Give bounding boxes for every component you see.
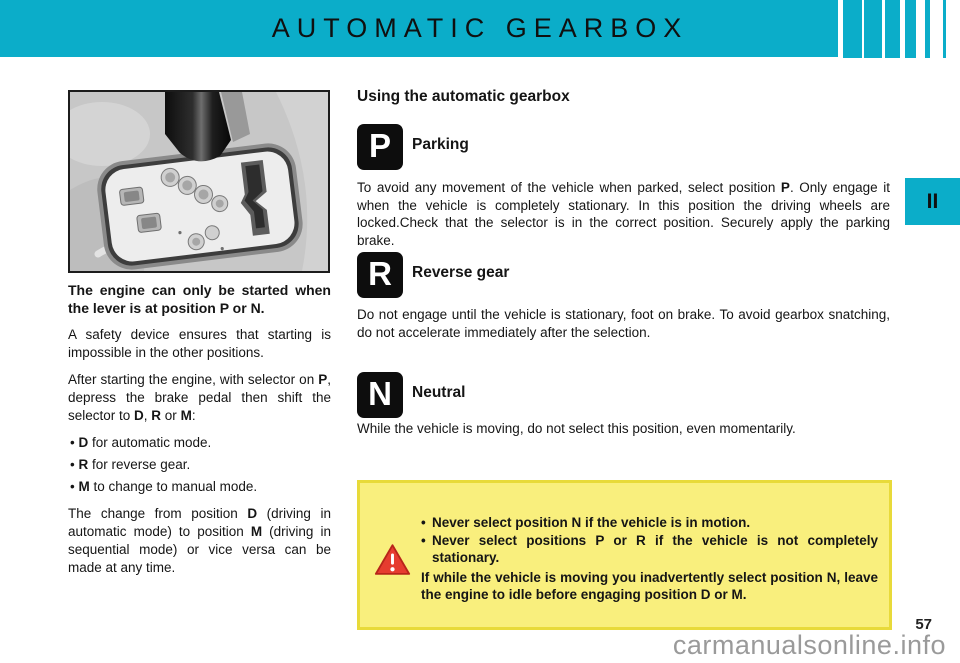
after-starting-para: After starting the engine, with selector on P, depress the brake pedal then shift the selector to D, R or M: [68,372,331,423]
engine-start-note: The engine can only be started when the lever is at position P or N. [68,282,331,316]
gear-selector-photo [68,90,330,273]
parking-gear-icon: P [357,124,403,170]
selector-modes-list [70,434,331,496]
neutral-body: While the vehicle is moving, do not select this position, even momentarily. [357,421,796,436]
warning-text [421,514,878,604]
list-item: • D for automatic mode. [70,435,212,450]
parking-label: Parking [412,136,469,153]
warning-item: • Never select position N if the vehicle is in motion. [421,515,751,530]
mode-change-para: The change from position D (driving in automatic mode) to position M (driving in sequential mode) or vice versa can be made at any time. [68,506,331,575]
reverse-body: Do not engage until the vehicle is stationary, foot on brake. To avoid gearbox snatching, do not accelerate immediately after the selection. [357,307,890,340]
section-tab: II [905,178,960,225]
reverse-gear-icon: R [357,252,403,298]
watermark: carmanualsonline.info [672,630,946,660]
list-item: • R for reverse gear. [70,457,191,472]
gear-selector-illustration [70,92,328,271]
neutral-gear-icon: N [357,372,403,418]
left-column [68,281,331,586]
neutral-label: Neutral [412,384,466,401]
warning-triangle-icon [374,543,411,577]
list-item: • M to change to manual mode. [70,479,258,494]
warning-item: • Never select positions P or R if the vehicle is not completely stationary. [421,532,878,565]
page-number: 57 [915,616,932,633]
warning-paragraph: If while the vehicle is moving you inadvertently select position N, leave the engine to idle before engaging position D or M. [421,569,878,602]
safety-device-para: A safety device ensures that starting is impossible in the other positions. [68,327,331,360]
reverse-label: Reverse gear [412,264,510,281]
parking-body: To avoid any movement of the vehicle when parked, select position P. Only engage it when the vehicle is completely stationary. In this position the driving wheels are locked.Check that the selector is in the correct position. Securely apply the parking brake. [357,180,891,248]
page-title: AUTOMATIC GEARBOX [271,13,689,43]
warning-box [357,480,892,630]
section-heading: Using the automatic gearbox [357,88,570,105]
